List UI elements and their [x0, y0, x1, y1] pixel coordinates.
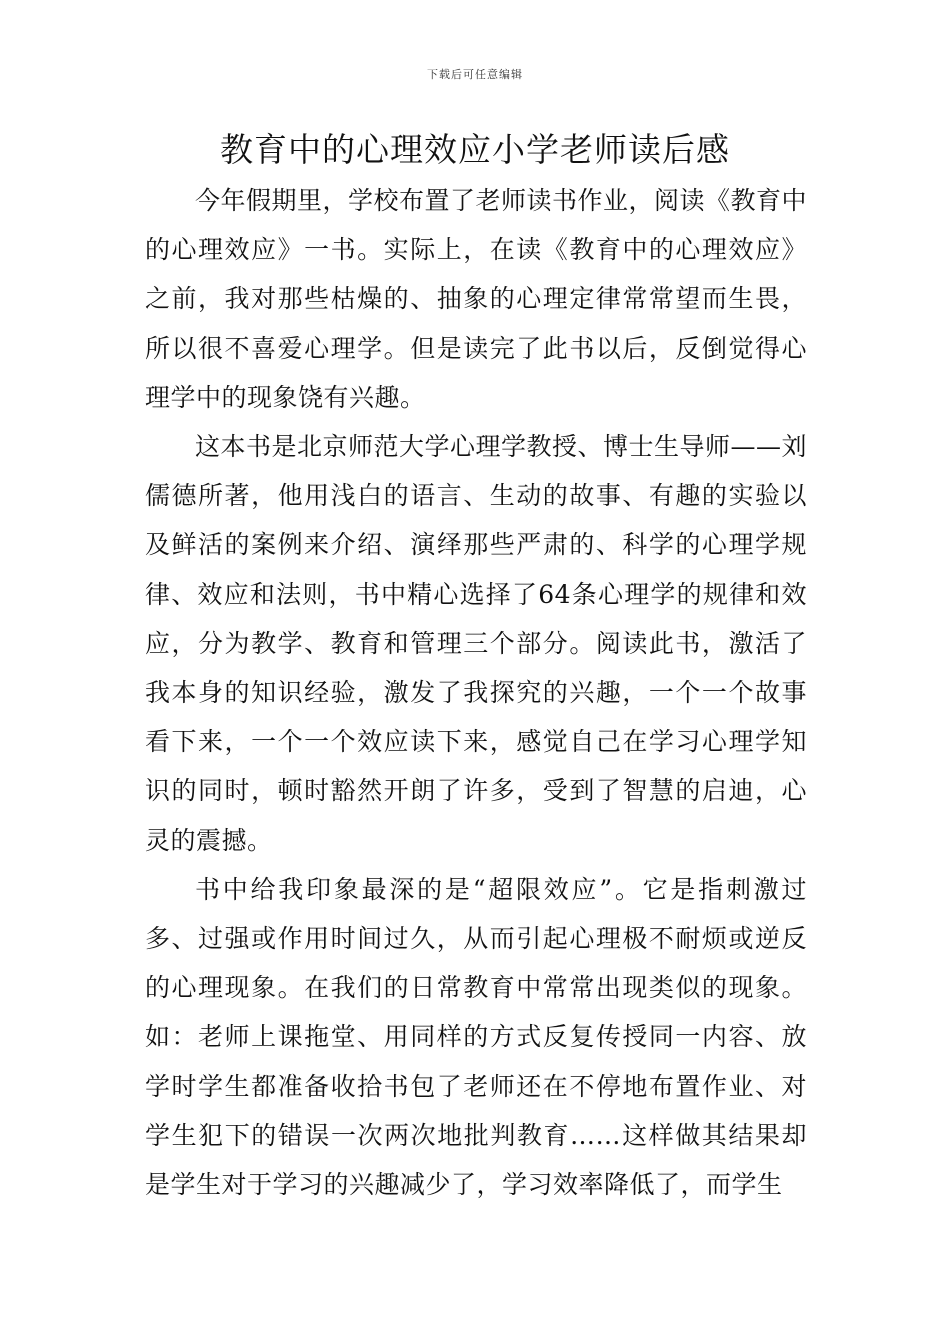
paragraph-3: 书中给我印象最深的是“超限效应”。它是指刺激过多、过强或作用时间过久，从而引起心理极不耐烦或逆反的心理现象。在我们的日常教育中常常出现类似的现象。如：老师上课拖堂、用同样的方式反复传授同一内容、放学时学生都准备收拾书包了老师还在不停地布置作业、对学生犯下的错误一次两次地批判教育……这样做其结果却是学生对于学习的兴趣减少了，学习效率降低了，而学生: [145, 874, 807, 1200]
document-title: 教育中的心理效应小学老师读后感: [220, 130, 730, 169]
paragraph-2: 这本书是北京师范大学心理学教授、博士生导师——刘儒德所著，他用浅白的语言、生动的故事、有趣的实验以及鲜活的案例来介绍、演绎那些严肃的、科学的心理学规律、效应和法则，书中精心选择了64条心理学的规律和效应，分为教学、教育和管理三个部分。阅读此书，激活了我本身的知识经验，激发了我探究的兴趣，一个一个故事看下来，一个一个效应读下来，感觉自己在学习心理学知识的同时，顿时豁然开朗了许多，受到了智慧的启迪，心灵的震撼。: [145, 432, 808, 855]
document-body: [145, 176, 807, 1209]
header-note: 下载后可任意编辑: [427, 68, 523, 81]
paragraph-1: 今年假期里，学校布置了老师读书作业，阅读《教育中的心理效应》一书。实际上，在读《教育中的心理效应》之前，我对那些枯燥的、抽象的心理定律常常望而生畏，所以很不喜爱心理学。但是读完了此书以后，反倒觉得心理学中的现象饶有兴趣。: [145, 186, 808, 412]
